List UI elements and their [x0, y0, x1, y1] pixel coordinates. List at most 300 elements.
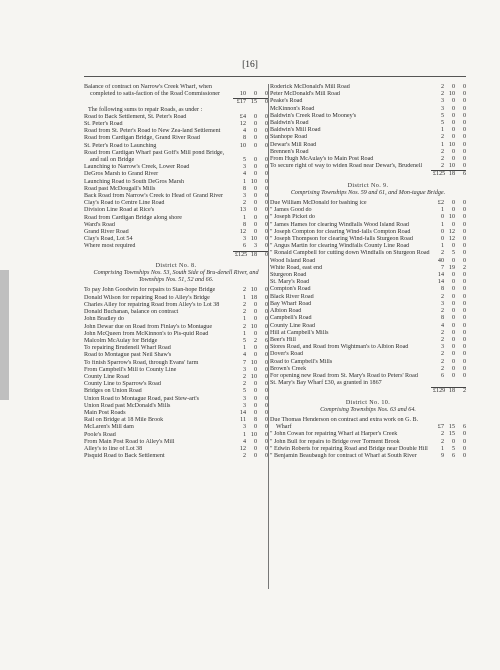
- ledger-row: [84, 367, 268, 374]
- entry-description: County Line to Sparrow's Road: [84, 381, 161, 388]
- pence-value: 0: [264, 409, 268, 416]
- pence-value: 0: [264, 113, 268, 120]
- entry-amount: [233, 186, 268, 193]
- entry-amount: [431, 265, 466, 272]
- ledger-row: [84, 84, 268, 98]
- entry-amount: [233, 338, 268, 345]
- pence-value: 0: [462, 120, 466, 127]
- ledger-row: [270, 250, 466, 257]
- entry-amount: [431, 387, 466, 395]
- entry-description: Clay's Road to Centre Line Road: [84, 200, 165, 207]
- entry-description: John Dewar due on Road from Finlay's to Montague: [84, 323, 213, 330]
- ledger-row: [270, 366, 466, 373]
- shillings-value: 10: [448, 91, 455, 98]
- ledger-row: [84, 171, 268, 178]
- total-row: [270, 170, 466, 178]
- entry-amount: [431, 243, 466, 250]
- pounds-value: 1: [242, 330, 246, 337]
- pence-value: 0: [462, 344, 466, 351]
- pence-value: 0: [264, 424, 268, 431]
- shillings-value: 0: [253, 142, 257, 149]
- shillings-value: 0: [451, 200, 455, 207]
- entry-amount: [431, 250, 466, 257]
- ledger-row: [84, 302, 268, 309]
- ledger-row: [270, 142, 466, 149]
- page-number: [16]: [242, 60, 258, 70]
- ledger-row: [270, 417, 466, 431]
- shillings-value: 0: [253, 345, 257, 352]
- entry-amount: [431, 236, 466, 243]
- ledger-row: [84, 193, 268, 200]
- pence-value: 0: [462, 308, 466, 315]
- entry-description: Clay's Road, Lot 54: [84, 236, 133, 243]
- pounds-value: £125: [433, 171, 446, 178]
- ledger-row: [84, 215, 268, 222]
- pounds-value: 2: [242, 381, 246, 388]
- shillings-value: 12: [448, 228, 455, 235]
- pounds-value: 8: [242, 185, 246, 192]
- pounds-value: 11: [240, 417, 246, 424]
- entry-amount: [233, 207, 268, 214]
- entry-description: " Joseph Thompson for clearing Wind-falls Sturgeon Road: [270, 236, 413, 243]
- ledger-row: [84, 128, 268, 135]
- pence-value: 0: [462, 200, 466, 207]
- entry-description: Grand River Road: [84, 229, 129, 236]
- shillings-value: 18: [448, 388, 455, 395]
- shillings-value: 0: [451, 279, 455, 286]
- ledger-row: [84, 179, 268, 186]
- pounds-value: 5: [242, 388, 246, 395]
- pounds-value: 3: [242, 395, 246, 402]
- note-text: St. Mary's Bay Wharf £30, as granted in 1867: [270, 380, 382, 387]
- shillings-value: 0: [253, 185, 257, 192]
- entry-amount: [431, 134, 466, 141]
- shillings-value: 18: [250, 294, 257, 301]
- pounds-value: 3: [440, 105, 444, 112]
- pence-value: 2: [462, 264, 466, 271]
- entry-amount: [431, 207, 466, 214]
- entry-amount: [233, 345, 268, 352]
- pounds-value: 2: [440, 358, 444, 365]
- entry-amount: [431, 98, 466, 105]
- pounds-value: 5: [440, 112, 444, 119]
- entry-description: Bay Wharf Road: [270, 300, 312, 307]
- pence-value: 0: [264, 287, 268, 294]
- shillings-value: 0: [253, 381, 257, 388]
- ledger-row: [84, 360, 268, 367]
- ledger-row: [270, 359, 466, 366]
- entry-amount: [233, 200, 268, 207]
- pounds-value: 2: [242, 373, 246, 380]
- pounds-value: 2: [242, 301, 246, 308]
- pence-value: 0: [462, 452, 466, 459]
- entry-description: Road to Back Settlement, St. Peter's Road: [84, 113, 187, 120]
- pence-value: 0: [462, 351, 466, 358]
- ledger-row: [270, 84, 466, 91]
- ledger-row: [84, 417, 268, 424]
- entry-description: Compton's Road: [270, 286, 311, 293]
- entry-description: Ward's Road: [84, 221, 115, 228]
- binding-spine-shadow: [0, 270, 9, 400]
- pence-value: 0: [264, 395, 268, 402]
- ledger-row: [84, 287, 268, 294]
- ledger-row: [270, 163, 466, 170]
- entry-description: Albion Road: [270, 308, 302, 315]
- pence-value: 0: [264, 402, 268, 409]
- shillings-value: 0: [253, 424, 257, 431]
- pence-value: 0: [462, 91, 466, 98]
- pence-value: 0: [264, 164, 268, 171]
- pence-value: 0: [462, 163, 466, 170]
- ledger-row: [270, 308, 466, 315]
- entry-description: To repairing Brudenell Wharf Road: [84, 345, 171, 352]
- pounds-value: 1: [242, 345, 246, 352]
- entry-description: Back Road from Narrow's Creek to Head of Grand River: [84, 193, 224, 200]
- entry-amount: [431, 84, 466, 91]
- pence-value: 0: [462, 431, 466, 438]
- entry-amount: [233, 403, 268, 410]
- total-row: [84, 251, 268, 259]
- shillings-value: 0: [451, 286, 455, 293]
- pounds-value: 1: [242, 178, 246, 185]
- entry-amount: [233, 143, 268, 150]
- entry-description: St. Mary's Road: [270, 279, 310, 286]
- pounds-value: 1: [242, 431, 246, 438]
- pounds-value: 2: [440, 431, 444, 438]
- pence-value: 0: [264, 229, 268, 236]
- pounds-value: £125: [235, 251, 248, 258]
- entry-description: Donald Wilson for repairing Road to Alley's Bridge: [84, 294, 210, 301]
- ledger-row: [270, 286, 466, 293]
- entry-description: Division Line Road at Rice's: [84, 207, 155, 214]
- entry-description: County Line Road: [84, 373, 130, 380]
- pounds-value: 3: [242, 164, 246, 171]
- column-divider: [268, 84, 269, 589]
- pounds-value: 10: [239, 91, 246, 98]
- shillings-value: 0: [253, 214, 257, 221]
- pence-value: 0: [264, 91, 268, 98]
- ledger-row: [84, 200, 268, 207]
- shillings-value: 0: [451, 272, 455, 279]
- entry-description: Road to Montague past Neil Shaw's: [84, 352, 172, 359]
- pence-value: 0: [264, 207, 268, 214]
- entry-amount: [233, 135, 268, 142]
- pounds-value: £7: [437, 424, 444, 431]
- shillings-value: 0: [253, 453, 257, 460]
- ledger-row: [84, 374, 268, 381]
- pence-value: 0: [462, 272, 466, 279]
- pence-value: 0: [264, 316, 268, 323]
- pence-value: 0: [264, 330, 268, 337]
- shillings-value: 0: [451, 351, 455, 358]
- ledger-row: [270, 279, 466, 286]
- entry-amount: [233, 215, 268, 222]
- entry-amount: [233, 453, 268, 460]
- shillings-value: 0: [253, 388, 257, 395]
- entry-description: Road from Cardigan Bridge along shore: [84, 214, 182, 221]
- shillings-value: 0: [451, 329, 455, 336]
- shillings-value: 0: [253, 402, 257, 409]
- pounds-value: £2: [437, 200, 444, 207]
- pounds-value: 10: [239, 142, 246, 149]
- ledger-row: [84, 331, 268, 338]
- entry-description: John Bradley do: [84, 316, 124, 323]
- pounds-value: 2: [440, 91, 444, 98]
- ledger-row: [84, 143, 268, 150]
- pence-value: 0: [462, 207, 466, 214]
- entry-description: Pisquid Road to Back Settlement: [84, 453, 165, 460]
- note-text: The following sums to repair Roads, as under :: [88, 106, 203, 113]
- shillings-value: 15: [448, 431, 455, 438]
- district-subheading: Comprising Townships Nos. 59 and 61, and Mon-tague Bridge.: [290, 189, 446, 196]
- pounds-value: 2: [440, 308, 444, 315]
- pence-value: 0: [462, 156, 466, 163]
- pence-value: 0: [462, 112, 466, 119]
- ledger-row: [270, 98, 466, 105]
- entry-amount: [431, 279, 466, 286]
- pounds-value: 4: [440, 322, 444, 329]
- pounds-value: 5: [242, 157, 246, 164]
- ledger-row: [84, 243, 268, 250]
- pence-value: 0: [462, 257, 466, 264]
- shillings-value: 12: [448, 236, 455, 243]
- pounds-value: 4: [242, 128, 246, 135]
- pounds-value: 12: [239, 229, 246, 236]
- entry-amount: [233, 410, 268, 417]
- pence-value: 0: [264, 200, 268, 207]
- entry-amount: [233, 381, 268, 388]
- pounds-value: 2: [440, 336, 444, 343]
- entry-description: From Campbell's Mill to County Line: [84, 366, 177, 373]
- ledger-row: [84, 345, 268, 352]
- entry-amount: [431, 294, 466, 301]
- entry-description: Bridges on Union Road: [84, 388, 142, 395]
- ledger-row: [84, 381, 268, 388]
- shillings-value: 0: [451, 322, 455, 329]
- pence-value: 0: [462, 127, 466, 134]
- ledger-row: [270, 265, 466, 272]
- pence-value: 0: [264, 193, 268, 200]
- entry-amount: [233, 309, 268, 316]
- shillings-value: 10: [250, 323, 257, 330]
- entry-description: Union Road to Montague Road, past Stew-art's: [84, 395, 200, 402]
- pence-value: 0: [462, 214, 466, 221]
- pounds-value: 7: [440, 264, 444, 271]
- pounds-value: 14: [437, 272, 444, 279]
- pounds-value: 1: [440, 243, 444, 250]
- pounds-value: 2: [242, 309, 246, 316]
- ledger-row: [270, 156, 466, 163]
- pounds-value: 13: [239, 207, 246, 214]
- shillings-value: 0: [451, 156, 455, 163]
- shillings-value: 6: [451, 452, 455, 459]
- entry-amount: [431, 373, 466, 380]
- shillings-value: 18: [250, 251, 257, 258]
- ledger-row: [270, 439, 466, 446]
- pounds-value: 3: [242, 193, 246, 200]
- pounds-value: 8: [440, 286, 444, 293]
- pounds-value: 2: [242, 287, 246, 294]
- pence-value: 0: [264, 294, 268, 301]
- entry-description: McLaren's Mill dam: [84, 424, 134, 431]
- entry-amount: [431, 337, 466, 344]
- entry-description: Wood Island Road: [270, 257, 316, 264]
- pounds-value: 2: [440, 156, 444, 163]
- ledger-row: [84, 410, 268, 417]
- shillings-value: 5: [451, 250, 455, 257]
- pence-value: 0: [264, 99, 268, 106]
- pence-value: 0: [264, 221, 268, 228]
- shillings-value: 0: [253, 395, 257, 402]
- shillings-value: 0: [451, 344, 455, 351]
- shillings-value: 0: [451, 243, 455, 250]
- entry-amount: [431, 214, 466, 221]
- ledger-row: [84, 222, 268, 229]
- district-heading: District No. 10.: [345, 399, 391, 406]
- shillings-value: 0: [253, 171, 257, 178]
- entry-description: " John Cowan for repairing Wharf at Harper's Creek: [270, 431, 398, 438]
- entry-amount: [431, 286, 466, 293]
- entry-description: John McQueen from McKinnon's to Pis-quid Road: [84, 330, 209, 337]
- entry-amount: [233, 164, 268, 171]
- pence-value: 0: [264, 438, 268, 445]
- ledger-row: [270, 323, 466, 330]
- entry-amount: [431, 439, 466, 446]
- entry-amount: [431, 120, 466, 127]
- pence-value: 0: [264, 135, 268, 142]
- ledger-row: [270, 301, 466, 308]
- entry-description: Road to Campbell's Mills: [270, 358, 333, 365]
- entry-amount: [431, 366, 466, 373]
- pence-value: 0: [264, 171, 268, 178]
- pence-value: 0: [462, 365, 466, 372]
- pounds-value: 4: [242, 438, 246, 445]
- pence-value: 0: [462, 372, 466, 379]
- pounds-value: 40: [437, 257, 444, 264]
- pence-value: 0: [264, 417, 268, 424]
- ledger-row: [84, 432, 268, 439]
- ledger-row: [270, 337, 466, 344]
- ledger-row: [84, 439, 268, 446]
- entry-description: " John Bull for repairs to Bridge over Torment Brook: [270, 438, 400, 445]
- entry-amount: [431, 446, 466, 453]
- shillings-value: 10: [250, 373, 257, 380]
- shillings-value: 0: [451, 207, 455, 214]
- entry-amount: [233, 446, 268, 453]
- ledger-row: [84, 396, 268, 403]
- entry-amount: [233, 157, 268, 164]
- pounds-value: 6: [440, 372, 444, 379]
- shillings-value: 0: [451, 120, 455, 127]
- pounds-value: 2: [440, 329, 444, 336]
- entry-amount: [431, 315, 466, 322]
- shillings-value: 0: [253, 135, 257, 142]
- pounds-value: 1: [242, 316, 246, 323]
- shillings-value: 0: [451, 336, 455, 343]
- ledger-row: [270, 330, 466, 337]
- entry-description: To pay John Goodwin for repairs to Stan-hope Bridge: [84, 287, 216, 294]
- entry-description: Brown's Creek: [270, 365, 307, 372]
- pence-value: 0: [264, 309, 268, 316]
- pence-value: 0: [264, 142, 268, 149]
- pence-value: 0: [264, 251, 268, 258]
- pounds-value: 12: [239, 445, 246, 452]
- pounds-value: 2: [440, 84, 444, 90]
- pence-value: 6: [462, 171, 466, 178]
- shillings-value: 0: [253, 409, 257, 416]
- entry-amount: [233, 91, 268, 98]
- pence-value: 0: [264, 453, 268, 460]
- entry-description: " James Hames for clearing Windfalls Wood Island Road: [270, 221, 409, 228]
- pounds-value: 0: [440, 236, 444, 243]
- pence-value: 0: [462, 315, 466, 322]
- pounds-value: 1: [440, 127, 444, 134]
- shillings-value: 0: [253, 128, 257, 135]
- shillings-value: 0: [451, 358, 455, 365]
- entry-amount: [431, 113, 466, 120]
- ledger-row: [270, 149, 466, 156]
- shillings-value: 5: [451, 445, 455, 452]
- pence-value: 6: [264, 337, 268, 344]
- entry-amount: [431, 431, 466, 438]
- pence-value: 0: [264, 381, 268, 388]
- pence-value: 0: [264, 323, 268, 330]
- ledger-row: [270, 446, 466, 453]
- pence-value: 0: [462, 293, 466, 300]
- pence-value: 0: [264, 352, 268, 359]
- pounds-value: 2: [242, 200, 246, 207]
- entry-amount: [233, 388, 268, 395]
- shillings-value: 10: [250, 236, 257, 243]
- pence-value: 0: [264, 366, 268, 373]
- pounds-value: 0: [440, 214, 444, 221]
- pence-value: 0: [264, 121, 268, 128]
- entry-description: From Main Post Road to Alley's Mill: [84, 438, 175, 445]
- shillings-value: 10: [250, 359, 257, 366]
- pounds-value: 5: [242, 337, 246, 344]
- entry-description: " James Good do: [270, 207, 312, 214]
- pounds-value: 4: [242, 352, 246, 359]
- entry-amount: [431, 91, 466, 98]
- entry-amount: [233, 432, 268, 439]
- entry-amount: [233, 367, 268, 374]
- ledger-row: [270, 431, 466, 438]
- shillings-value: 10: [448, 141, 455, 148]
- shillings-value: 0: [451, 293, 455, 300]
- pence-value: 0: [264, 388, 268, 395]
- shillings-value: 0: [451, 84, 455, 90]
- shillings-value: 0: [451, 372, 455, 379]
- ledger-row: [84, 453, 268, 460]
- ledger-row: [84, 446, 268, 453]
- pounds-value: 12: [239, 121, 246, 128]
- pounds-value: 1: [440, 141, 444, 148]
- entry-description: Main Post Roads: [84, 409, 126, 416]
- entry-amount: [431, 142, 466, 149]
- entry-amount: [233, 179, 268, 186]
- entry-amount: [431, 359, 466, 366]
- ledger-row: [84, 338, 268, 345]
- ledger-row: [270, 294, 466, 301]
- entry-amount: [431, 344, 466, 351]
- ledger-row: [84, 316, 268, 323]
- shillings-value: 0: [451, 105, 455, 112]
- entry-description: Road past McDougall's Mills: [84, 185, 156, 192]
- entry-amount: [233, 352, 268, 359]
- pounds-value: 2: [440, 293, 444, 300]
- pence-value: 0: [264, 373, 268, 380]
- entry-description: Rail on Bridge at 18 Mile Brook: [84, 417, 164, 424]
